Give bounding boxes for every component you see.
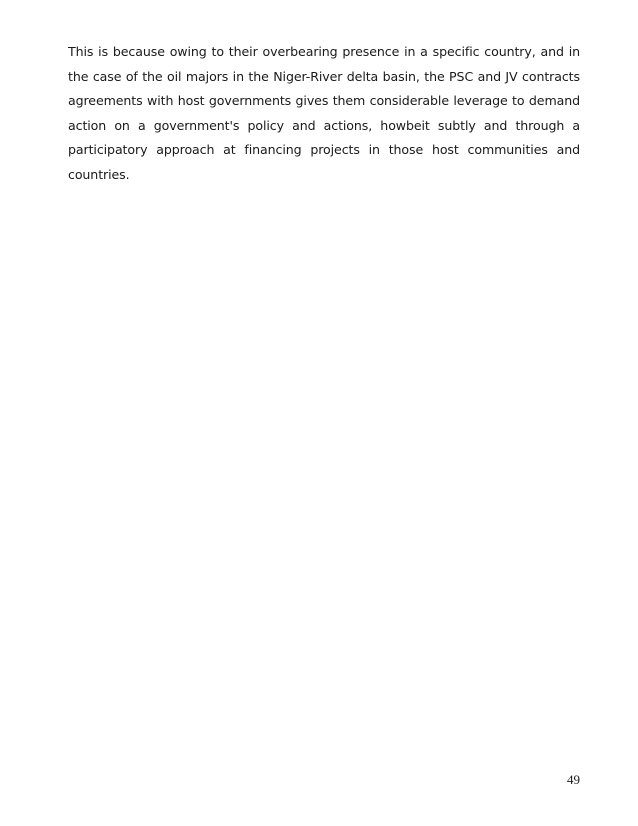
body-paragraph: This is because owing to their overbearing presence in a specific country, and in the case of the oil majors in the Niger-River delta basin, the PSC and JV contracts agreements with host governments gives them considerable leverage to demand action on a government's policy and actions, howbeit subtly and through a participatory approach at financing projects in those host communities and countries.: [68, 44, 580, 182]
page-number: 49: [567, 772, 580, 787]
